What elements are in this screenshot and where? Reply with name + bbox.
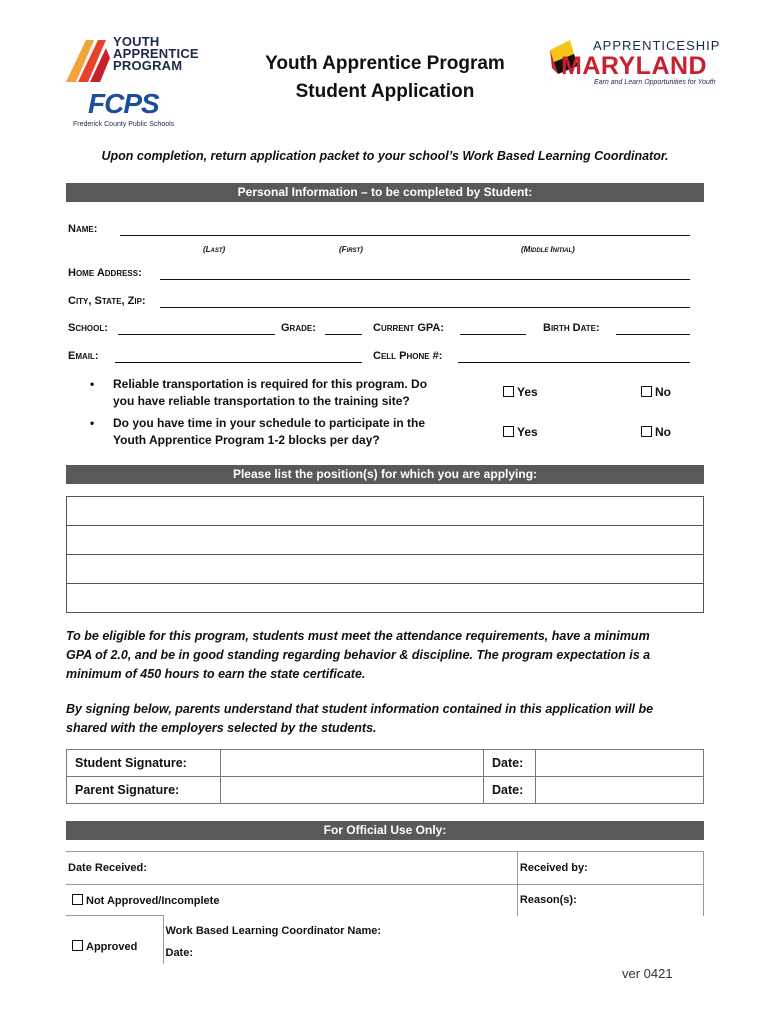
checkbox-icon <box>641 426 652 437</box>
student-signature-label: Student Signature: <box>67 750 221 777</box>
fcps-logo-subtext: Frederick County Public Schools <box>73 121 175 128</box>
school-field[interactable] <box>118 334 275 335</box>
position-input-2[interactable] <box>67 526 704 555</box>
checkbox-icon <box>503 386 514 397</box>
student-signature-field[interactable] <box>221 750 484 777</box>
city-state-zip-label: City, State, Zip: <box>68 295 146 307</box>
parent-signature-label: Parent Signature: <box>67 777 221 804</box>
personal-info-header: Personal Information – to be completed by Student: <box>66 183 704 202</box>
email-label: Email: <box>68 350 99 362</box>
bullet-icon: • <box>90 377 95 391</box>
grade-field[interactable] <box>325 334 362 335</box>
maryland-logo-tagline: Earn and Learn Opportunities for Youth <box>594 79 716 86</box>
name-label: Name: <box>68 223 98 235</box>
checkbox-icon <box>641 386 652 397</box>
gpa-label: Current GPA: <box>373 322 445 334</box>
city-state-zip-field[interactable] <box>160 307 690 308</box>
position-input-1[interactable] <box>67 497 704 526</box>
home-address-label: Home Address: <box>68 267 142 279</box>
bullet-icon: • <box>90 416 95 430</box>
first-name-caption: (First) <box>339 245 363 254</box>
gpa-field[interactable] <box>460 334 526 335</box>
student-date-label: Date: <box>484 750 536 777</box>
checkbox-icon <box>503 426 514 437</box>
instructions: Upon completion, return application packet to your school’s Work Based Learning Coordinator. <box>101 149 669 163</box>
school-label: School: <box>68 322 108 334</box>
middle-initial-caption: (Middle Initial) <box>521 245 575 254</box>
checkbox-icon <box>72 894 83 905</box>
home-address-field[interactable] <box>160 279 690 280</box>
position-input-4[interactable] <box>67 584 704 613</box>
schedule-no[interactable]: No <box>641 424 671 441</box>
cell-phone-field[interactable] <box>458 362 690 363</box>
email-field[interactable] <box>115 362 362 363</box>
reasons-label: Reason(s): <box>517 885 703 916</box>
last-name-caption: (Last) <box>203 245 226 254</box>
eligibility-paragraph: To be eligible for this program, students must meet the attendance requirements, have a minimum GPA of 2.0, and be in good standing regarding behavior & discipline. The program expectation is a minimum of 450 hours to earn the state certificate. <box>66 629 651 681</box>
date-received-label: Date Received: <box>66 852 517 885</box>
position-input-3[interactable] <box>67 555 704 584</box>
transportation-yes[interactable]: Yes <box>503 384 538 401</box>
transportation-question: Reliable transportation is required for this program. Do you have reliable transportation to the training site? <box>113 377 428 408</box>
signature-table <box>66 749 704 804</box>
coordinator-name-label: Work Based Learning Coordinator Name: <box>165 924 382 937</box>
maryland-logo-text: MARYLAND <box>561 52 708 80</box>
checkbox-icon <box>72 940 83 951</box>
schedule-yes[interactable]: Yes <box>503 424 538 441</box>
fcps-logo: FCPS <box>88 88 159 119</box>
birth-date-field[interactable] <box>616 334 690 335</box>
version-label: ver 0421 <box>622 966 673 981</box>
transportation-no[interactable]: No <box>641 384 671 401</box>
parent-date-label: Date: <box>484 777 536 804</box>
student-date-field[interactable] <box>536 750 704 777</box>
not-approved-option[interactable]: Not Approved/Incomplete <box>66 885 517 916</box>
positions-header: Please list the position(s) for which you are applying: <box>66 465 704 484</box>
parent-date-field[interactable] <box>536 777 704 804</box>
received-by-label: Received by: <box>517 852 703 885</box>
apprenticeship-logo-top: APPRENTICESHIP <box>593 38 721 53</box>
page-title: Youth Apprentice Program Student Application <box>265 53 505 102</box>
approved-option[interactable]: Approved <box>66 916 163 964</box>
cell-phone-label: Cell Phone #: <box>373 350 443 362</box>
schedule-question: Do you have time in your schedule to participate in the Youth Apprentice Program 1-2 blocks per day? <box>113 416 426 447</box>
coordinator-date-label: Date: <box>165 946 194 959</box>
official-use-header: For Official Use Only: <box>66 821 704 840</box>
positions-table <box>66 496 704 613</box>
name-field[interactable] <box>120 235 690 236</box>
parent-signature-field[interactable] <box>221 777 484 804</box>
official-use-table <box>66 851 704 964</box>
ya-logo-text: YOUTH APPRENTICE PROGRAM <box>113 34 199 73</box>
consent-paragraph: By signing below, parents understand that student information contained in this application will be shared with the employers selected by the students. <box>66 702 654 735</box>
grade-label: Grade: <box>281 322 316 334</box>
coordinator-block <box>163 916 704 964</box>
birth-date-label: Birth Date: <box>543 322 600 334</box>
